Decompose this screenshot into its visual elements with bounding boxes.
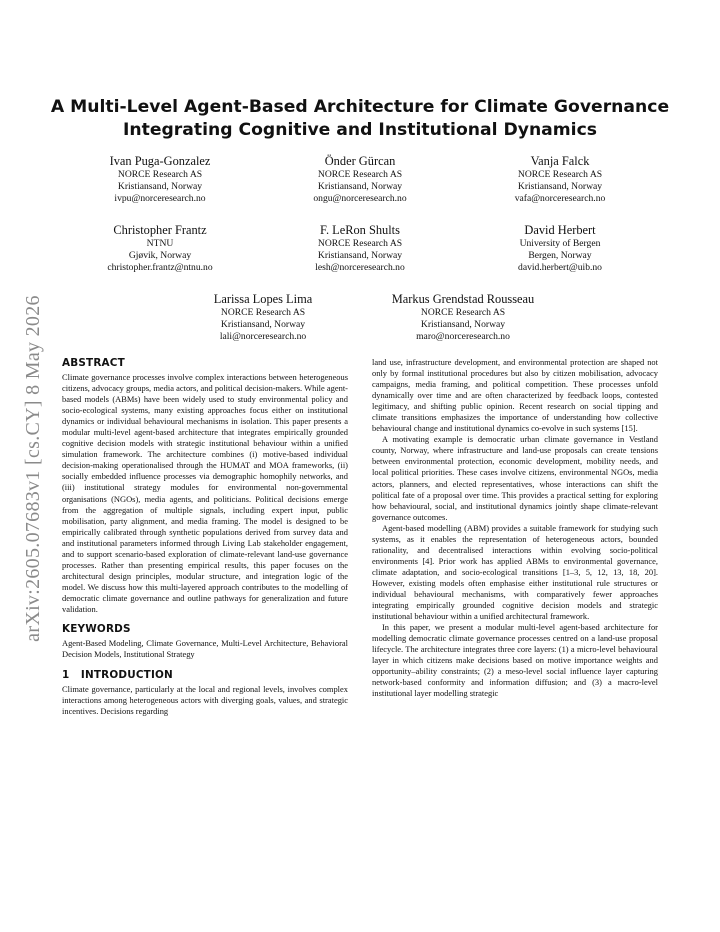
author-affiliation: NORCE Research AS	[220, 307, 306, 318]
author-name: Vanja Falck	[530, 154, 590, 168]
author-location: Kristiansand, Norway	[517, 181, 603, 192]
introduction-text: Climate governance, particularly at the local and regional levels, involves complex interactions among heterogeneous actors with diverging goals, values, and strategic incentives. Decisions regarding	[62, 684, 348, 717]
author-row-1	[60, 153, 660, 205]
author-location: Kristiansand, Norway	[420, 319, 506, 330]
author-name: Christopher Frantz	[113, 223, 207, 237]
introduction-paragraph: In this paper, we present a modular multi-level agent-based architecture for modelling democratic climate governance processes centred on a land-use proposal lifecycle. The architecture integrates three core layers: (1) a micro-level behavioural layer in which citizens make decisions based on motive importance weights and opportunity–ability constraints; (2) a meso-level social influence layer capturing network-based conformity and information diffusion; and (3) a macro-level institutional layer modelling strategic	[372, 622, 658, 699]
author-email: ivpu@norceresearch.no	[114, 193, 206, 204]
author-row-2	[60, 222, 660, 274]
left-column	[62, 357, 348, 717]
author-block	[60, 222, 260, 274]
right-column	[372, 357, 658, 699]
introduction-paragraph: land use, infrastructure development, and environmental protection are shaped not only by formal institutional procedures but also by citizen mobilisation, advocacy campaigns, media framing, and political competition. These processes unfold dynamically over time and are often characterized by feedback loops, contested legitimacy, and shifting public opinion. Recent research on social tipping and climate transitions emphasizes the importance of understanding how collective behavioural change and institutional dynamics co-evolve in such systems [15].	[372, 357, 658, 434]
author-affiliation: NORCE Research AS	[317, 169, 403, 180]
author-location: Kristiansand, Norway	[317, 250, 403, 261]
author-block	[260, 153, 460, 205]
author-location: Kristiansand, Norway	[117, 181, 203, 192]
abstract-heading: ABSTRACT	[62, 357, 125, 369]
author-block	[460, 153, 660, 205]
author-email: lesh@norceresearch.no	[315, 262, 405, 273]
author-email: ongu@norceresearch.no	[313, 193, 407, 204]
author-block	[60, 153, 260, 205]
author-email: maro@norceresearch.no	[416, 331, 510, 342]
author-email: lali@norceresearch.no	[219, 331, 307, 342]
introduction-paragraph: A motivating example is democratic urban climate governance in Vestland county, Norway, where infrastructure and land-use proposals can create tensions between environmental protection, economic development, mobility needs, and local political priorities. These cases involve citizens, environmental NGOs, media actors, planners, and elected representatives, whose interactions can shift the political fate of a proposal over time. This provides a practical setting for exploring how behavioural, social, and institutional dynamics jointly shape climate-relevant governance outcomes.	[372, 434, 658, 522]
introduction-heading: 1 INTRODUCTION	[62, 669, 173, 682]
author-name: David Herbert	[524, 223, 596, 237]
author-affiliation: NORCE Research AS	[420, 307, 506, 318]
author-name: Önder Gürcan	[324, 154, 396, 168]
author-affiliation: University of Bergen	[519, 238, 601, 249]
introduction-paragraph: Agent-based modelling (ABM) provides a suitable framework for studying such systems, as it enables the representation of heterogeneous actors, bounded rationality, and decentralised interactions within evolving socio-political environments [4]. Prior work has applied ABMs to environmental governance, climate adaptation, and socio-ecological transitions [1–3, 5, 12, 13, 18, 20]. However, existing models often emphasise either institutional rule structures or individual behavioural mechanisms, with comparatively fewer approaches integrating empirically grounded cognitive decision models and strategic institutional behaviour within a unified architectural framework.	[372, 522, 658, 622]
arxiv-identifier	[16, 258, 50, 678]
author-affiliation: NORCE Research AS	[317, 238, 403, 249]
author-affiliation: NTNU	[146, 238, 174, 249]
author-location: Kristiansand, Norway	[317, 181, 403, 192]
author-block	[163, 291, 363, 343]
keywords-heading: KEYWORDS	[62, 623, 131, 636]
arxiv-identifier-text: arXiv:2605.07683v1 [cs.CY] 8 May 2026	[21, 294, 44, 642]
author-location: Bergen, Norway	[528, 250, 592, 261]
author-block	[260, 222, 460, 274]
author-name: Markus Grendstad Rousseau	[391, 292, 535, 306]
author-block	[460, 222, 660, 274]
author-location: Kristiansand, Norway	[220, 319, 306, 330]
author-row-3	[163, 291, 563, 343]
author-location: Gjøvik, Norway	[128, 250, 192, 261]
author-email: christopher.frantz@ntnu.no	[107, 262, 213, 273]
abstract-text: Climate governance processes involve complex interactions between heterogeneous citizens, advocacy groups, media actors, and political decision-makers. While agent-based models (ABMs) have been widely used to study environmental policy and socio-ecological systems, many existing approaches focus either on institutional dynamics or individual behavioural mechanisms in isolation. This paper presents a modular multi-level agent-based architecture that integrates empirically grounded cognitive decision models with strategic institutional behaviour within a unified simulation framework. The architecture combines (i) motive-based individual decision-making operationalised through the HUMAT and MOA frameworks, (ii) socially embedded influence processes via demographic homophily networks, and (iii) institutional strategy modules for environmental non-governmental organisations (NGOs), media agents, and politicians. Political decisions emerge from the aggregation of multiple signals, including expert input, public mobilisation, party alignment, and media framing. The model is designed to be empirically calibrated through synthetic populations derived from survey data and and institutional parameters informed through Living Lab stakeholder engagement, and to support scenario-based exploration of climate-relevant land-use governance processes. Rather than presenting empirical results, this paper focuses on the architectural design principles, modular structure, and integration logic of the model. We discuss how this multi-layered approach contributes to the modelling of democratic climate governance and outline pathways for generalization and future validation.	[62, 372, 348, 614]
author-affiliation: NORCE Research AS	[117, 169, 203, 180]
author-name: F. LeRon Shults	[320, 223, 400, 237]
author-name: Ivan Puga-Gonzalez	[109, 154, 211, 168]
author-name: Larissa Lopes Lima	[213, 292, 313, 306]
author-email: david.herbert@uib.no	[518, 262, 602, 273]
keywords-text: Agent-Based Modeling, Climate Governance, Multi-Level Architecture, Behavioral Decision Models, Institutional Strategy	[62, 638, 348, 660]
author-email: vafa@norceresearch.no	[514, 193, 606, 204]
author-block	[363, 291, 563, 343]
paper-title: A Multi-Level Agent-Based Architecture for Climate Governance Integrating Cognitive and Institutional Dynamics	[50, 97, 670, 140]
author-affiliation: NORCE Research AS	[517, 169, 603, 180]
